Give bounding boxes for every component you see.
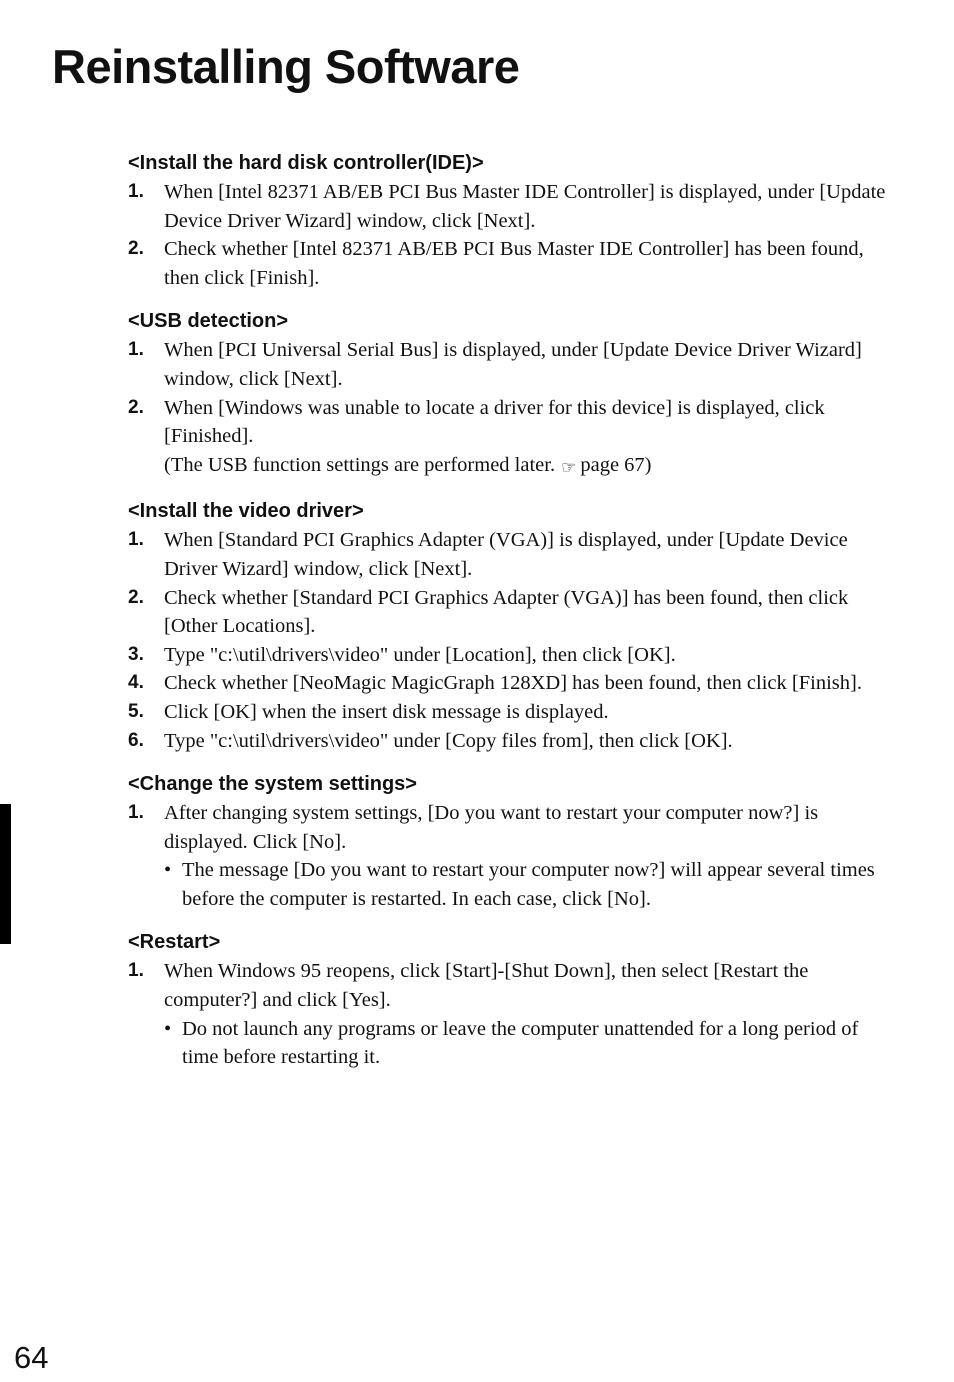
step-text: When [PCI Universal Serial Bus] is displayed, under [Update Device Driver Wizard] window, click [Next].: [164, 339, 862, 390]
step-item: [128, 178, 898, 235]
step-item: [128, 669, 898, 698]
note-text: (The USB function settings are performed later.: [164, 453, 556, 476]
bullet-note: [164, 856, 898, 913]
step-item: [128, 957, 898, 1071]
step-number: 5.: [128, 700, 144, 722]
step-list: [128, 957, 898, 1071]
step-number: 6.: [128, 729, 144, 751]
bullet-text: Do not launch any programs or leave the computer unattended for a long period of time before restarting it.: [182, 1017, 859, 1069]
step-item: [128, 799, 898, 913]
note-page-reference: page 67): [580, 453, 652, 476]
step-item: [128, 727, 898, 756]
bullet-note: [164, 1015, 898, 1072]
step-number: 1.: [128, 339, 144, 361]
pointing-hand-icon: ☞: [561, 457, 577, 477]
section-change-system-settings: [128, 769, 898, 913]
bullet-text: The message [Do you want to restart your computer now?] will appear several times before the computer is restarted. In each case, click [No].: [182, 859, 875, 910]
step-item: [128, 526, 898, 583]
step-number: 1.: [128, 529, 144, 551]
step-number: 3.: [128, 643, 144, 665]
step-list: [128, 336, 898, 482]
section-install-ide-controller: [128, 148, 898, 292]
step-number: 1.: [128, 802, 144, 824]
step-text: Type "c:\util\drivers\video" under [Location], then click [OK].: [164, 643, 676, 666]
step-text: Click [OK] when the insert disk message is displayed.: [164, 700, 609, 723]
step-text: When Windows 95 reopens, click [Start]-[Shut Down], then select [Restart the computer?] and click [Yes].: [164, 960, 809, 1012]
step-text: Check whether [NeoMagic MagicGraph 128XD] has been found, then click [Finish].: [164, 672, 862, 695]
step-list: [128, 526, 898, 755]
page-reference-note: [164, 451, 898, 483]
chapter-side-tab: [0, 804, 11, 944]
section-heading: <Change the system settings>: [128, 773, 417, 796]
step-text: When [Windows was unable to locate a driver for this device] is displayed, click [Finished].: [164, 396, 825, 448]
section-heading: <Restart>: [128, 931, 221, 954]
step-text: After changing system settings, [Do you want to restart your computer now?] is displayed. Click [No].: [164, 802, 819, 853]
bullet-dot-icon: •: [164, 1017, 172, 1040]
step-number: 2.: [128, 586, 144, 608]
step-number: 1.: [128, 960, 144, 982]
section-restart: [128, 927, 898, 1071]
step-item: [128, 641, 898, 670]
page-content: [128, 148, 898, 1072]
step-text: Check whether [Intel 82371 AB/EB PCI Bus Master IDE Controller] has been found, then click [Finish].: [164, 238, 864, 289]
section-usb-detection: [128, 306, 898, 482]
step-item: [128, 235, 898, 292]
step-text: Type "c:\util\drivers\video" under [Copy files from], then click [OK].: [164, 729, 733, 752]
step-text: When [Standard PCI Graphics Adapter (VGA)] is displayed, under [Update Device Driver Wizard] window, click [Next].: [164, 529, 848, 580]
section-install-video-driver: [128, 496, 898, 755]
step-item: [128, 584, 898, 641]
section-heading: <Install the hard disk controller(IDE)>: [128, 152, 484, 174]
page-number: 64: [14, 1340, 49, 1375]
step-number: 4.: [128, 672, 144, 694]
step-number: 2.: [128, 238, 144, 260]
step-list: [128, 178, 898, 292]
section-heading: <Install the video driver>: [128, 500, 364, 523]
page-title: Reinstalling Software: [52, 40, 520, 93]
bullet-dot-icon: •: [164, 859, 172, 882]
step-list: [128, 799, 898, 913]
step-item: [128, 698, 898, 727]
step-text: Check whether [Standard PCI Graphics Adapter (VGA)] has been found, then click [Other Locations].: [164, 586, 849, 638]
section-heading: <USB detection>: [128, 310, 289, 333]
step-item: [128, 336, 898, 393]
step-number: 2.: [128, 396, 144, 418]
step-item: [128, 394, 898, 483]
step-number: 1.: [128, 181, 144, 202]
step-text: When [Intel 82371 AB/EB PCI Bus Master IDE Controller] is displayed, under [Update Device Driver Wizard] window, click [Next].: [164, 181, 886, 232]
